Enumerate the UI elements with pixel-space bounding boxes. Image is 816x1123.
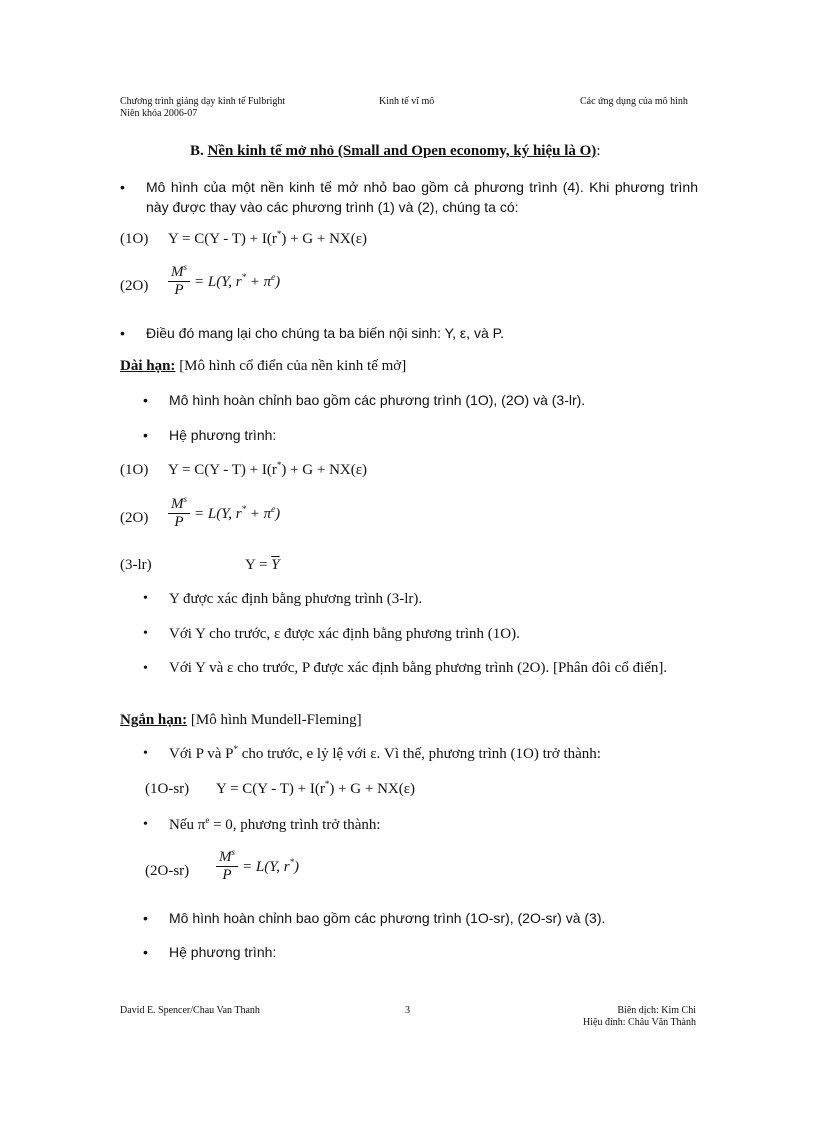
long-run-heading: Dài hạn: [Mô hình cổ điển của nền kinh tế mở] bbox=[120, 358, 407, 374]
lr-eq-2O: $\frac{M^s}{P}$ = L(Y, $r^* + \pi^e$) bbox=[168, 496, 280, 531]
eq-1O-sr: Y = C(Y - T) + I(r*) + G + NX(ε) bbox=[216, 779, 416, 797]
long-run-bullet-3: • Y được xác định bằng phương trình (3-lr). bbox=[169, 590, 422, 608]
section-title-prefix: B. bbox=[190, 143, 208, 159]
short-run-bullet-4: • Hệ phương trình: bbox=[169, 944, 276, 960]
page-number: 3 bbox=[405, 1005, 410, 1016]
eq-3lr-label: (3-lr) bbox=[120, 557, 152, 573]
lr-eq-1O-label: (1O) bbox=[120, 462, 149, 478]
footer-authors: David E. Spencer/Chau Van Thanh bbox=[120, 1005, 260, 1016]
eq-1O: Y = C(Y - T) + I(r*) + G + NX(ε) bbox=[168, 229, 368, 247]
section-title-suffix: : bbox=[596, 143, 601, 159]
short-run-heading: Ngắn hạn: [Mô hình Mundell-Fleming] bbox=[120, 712, 362, 728]
short-run-bullet-3: • Mô hình hoàn chỉnh bao gồm các phương trình (1O-sr), (2O-sr) và (3). bbox=[169, 910, 605, 926]
lr-eq-2O-fraction: $\frac{M^s}{P}$ bbox=[168, 496, 190, 531]
footer-translator: Biên dịch: Kim Chi bbox=[617, 1005, 696, 1016]
long-run-bullet-5: • Với Y và ε cho trước, P được xác định bằng phương trình (2O). [Phân đôi cổ điển]. bbox=[169, 659, 697, 678]
eq-2O-fraction: $\frac{M^s}{P}$ bbox=[168, 264, 190, 299]
long-run-bullet-2: • Hệ phương trình: bbox=[169, 427, 276, 443]
header-year: Niên khóa 2006-07 bbox=[120, 108, 198, 119]
eq-2O-sr-fraction: $\frac{M^s}{P}$ bbox=[216, 849, 238, 884]
section-title bbox=[190, 143, 600, 160]
long-run-bullet-4: • Với Y cho trước, ε được xác định bằng phương trình (1O). bbox=[169, 625, 520, 643]
eq-2O-label: (2O) bbox=[120, 278, 149, 294]
short-run-bullet-1: • Với P và P* cho trước, e lỷ lệ với ε. Vì thế, phương trình (1O) trở thành: bbox=[169, 745, 601, 763]
header-chapter: Các ứng dụng của mô hình bbox=[580, 96, 688, 107]
lr-eq-1O: Y = C(Y - T) + I(r*) + G + NX(ε) bbox=[168, 460, 368, 478]
long-run-bullet-1: • Mô hình hoàn chỉnh bao gồm các phương trình (1O), (2O) và (3-lr). bbox=[169, 392, 585, 408]
eq-2O-sr: $\frac{M^s}{P}$ = L(Y, r*) bbox=[216, 849, 299, 884]
eq-2O: $\frac{M^s}{P}$ = L(Y, $r^* + \pi^e$) bbox=[168, 264, 280, 299]
header-program: Chương trình giảng dạy kinh tế Fulbright bbox=[120, 96, 286, 107]
short-run-bullet-2: • Nếu $\pi^e = 0$, phương trình trở thành: bbox=[169, 816, 381, 834]
endogenous-bullet: • Điều đó mang lại cho chúng ta ba biến nội sinh: Y, ε, và P. bbox=[146, 325, 504, 341]
eq-2O-sr-label: (2O-sr) bbox=[145, 863, 190, 879]
section-title-text: Nền kinh tế mở nhỏ (Small and Open economy, ký hiệu là O) bbox=[207, 143, 597, 159]
header-course: Kinh tế vĩ mô bbox=[379, 96, 435, 107]
eq-1O-sr-label: (1O-sr) bbox=[145, 781, 190, 797]
eq-3lr: $Y = \overline{Y}$ bbox=[245, 557, 280, 573]
intro-bullet: • Mô hình của một nền kinh tế mở nhỏ bao gồm cả phương trình (4). Khi phương trình này được thay vào các phương trình (1) và (2), chúng ta có: bbox=[146, 177, 698, 217]
footer-editor: Hiệu đính: Châu Văn Thành bbox=[583, 1017, 696, 1028]
eq-1O-label: (1O) bbox=[120, 231, 149, 247]
lr-eq-2O-label: (2O) bbox=[120, 510, 149, 526]
